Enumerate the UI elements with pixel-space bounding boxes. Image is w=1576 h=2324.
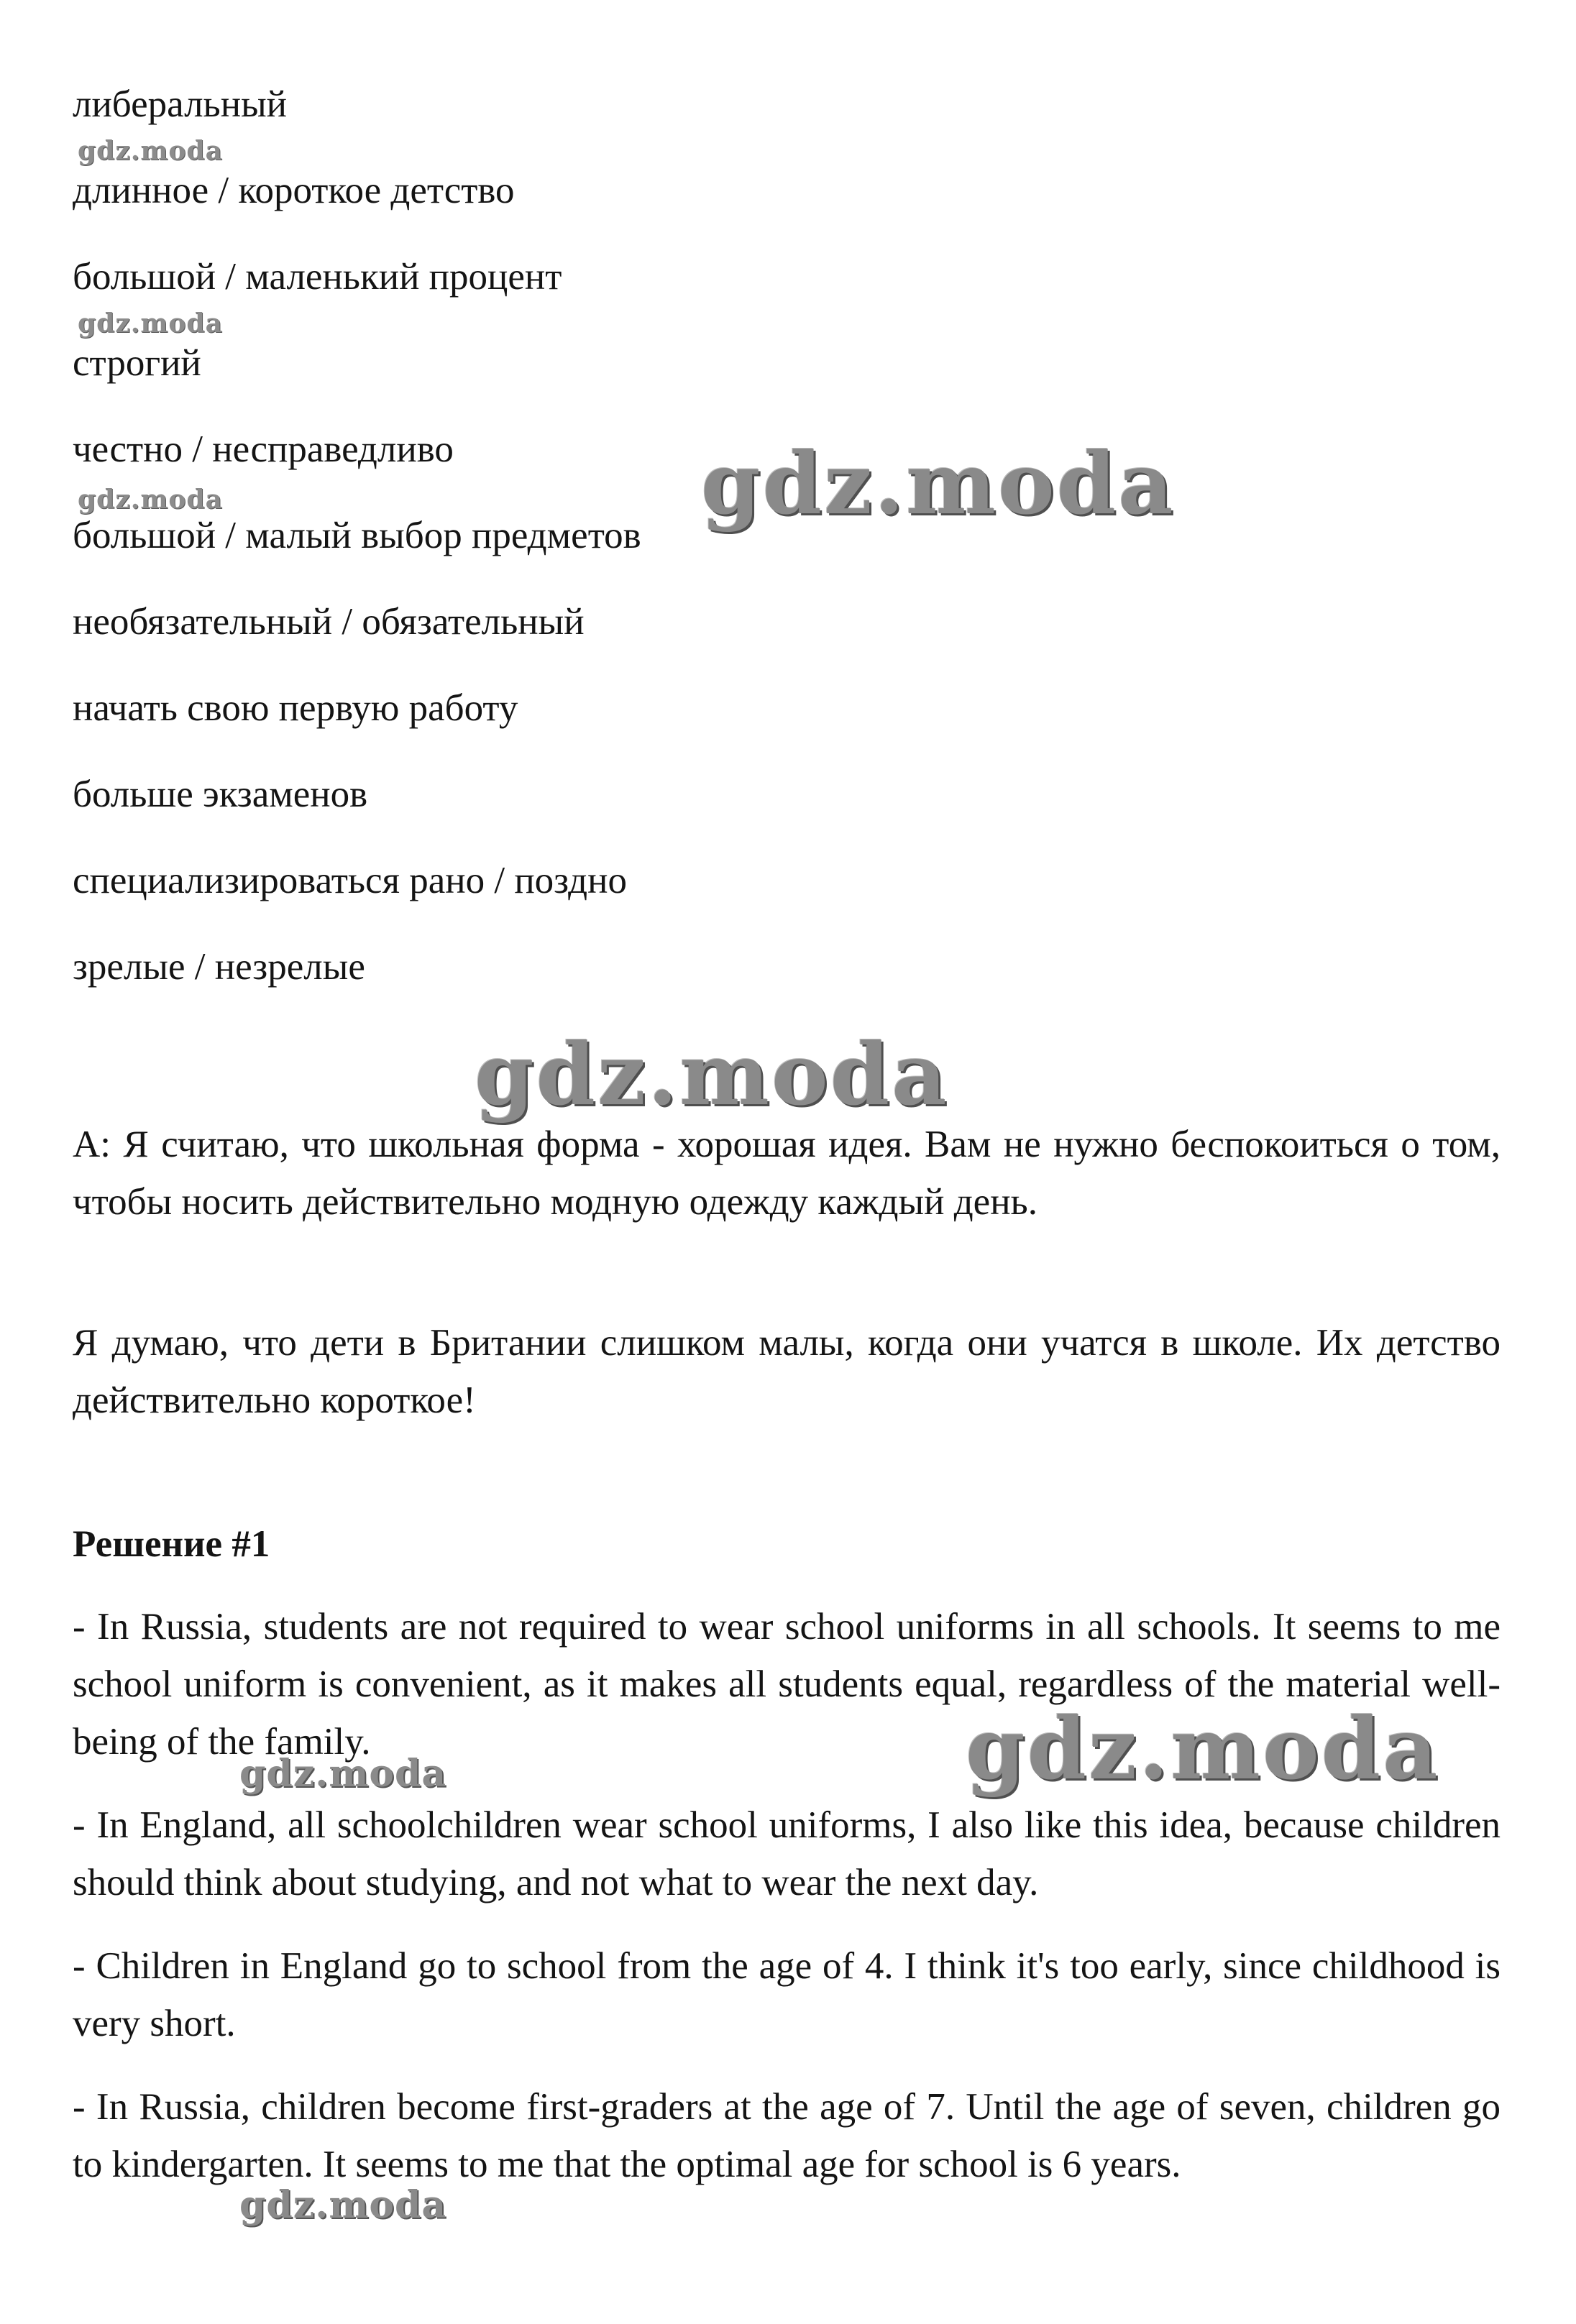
watermark-logo: gdz.moda [78,136,223,166]
watermark-logo: gdz.moda [239,1752,447,1796]
vocab-line: честно / несправедливо [73,428,454,470]
dialogue-paragraph-b: Я думаю, что дети в Британии слишком малы, когда они учатся в школе. Их детство действительно короткое! [73,1322,1501,1421]
watermark-logo: gdz.moda [239,2183,447,2227]
vocab-line: зрелые / незрелые [73,946,365,988]
vocab-line: длинное / короткое детство [73,170,515,211]
vocab-line: большой / малый выбор предметов [73,515,641,556]
solution-paragraph: - Children in England go to school from the age of 4. I think it's too early, since childhood is very short. [73,1945,1501,2044]
solution-paragraph: - In Russia, children become first-graders at the age of 7. Until the age of seven, children go to kindergarten. It seems to me that the optimal age for school is 6 years. [73,2086,1501,2185]
watermark-logo: gdz.moda [78,484,223,515]
solution-paragraph: - In Russia, students are not required to wear school uniforms in all schools. It seems to me school uniform is convenient, as it makes all students equal, regardless of the material well-being of the family. [73,1606,1501,1763]
solution-heading: Решение #1 [73,1523,270,1565]
dialogue-paragraph-a: A: Я считаю, что школьная форма - хорошая идея. Вам не нужно беспокоиться о том, чтобы носить действительно модную одежду каждый день. [73,1124,1501,1223]
vocab-line: необязательный / обязательный [73,601,585,643]
vocab-line: больше экзаменов [73,773,368,815]
vocab-line: большой / маленький процент [73,256,562,298]
watermark-logo: gdz.moda [78,308,223,339]
watermark-logo: gdz.moda [966,1699,1440,1799]
watermark-logo: gdz.moda [701,433,1176,533]
vocab-line: строгий [73,342,201,384]
solution-paragraph: - In England, all schoolchildren wear school uniforms, I also like this idea, because children should think about studying, and not what to wear the next day. [73,1804,1501,1903]
vocab-line: либеральный [73,83,288,125]
vocab-line: начать свою первую работу [73,687,518,729]
watermark-logo: gdz.moda [475,1024,949,1124]
vocab-line: специализироваться рано / поздно [73,860,627,901]
